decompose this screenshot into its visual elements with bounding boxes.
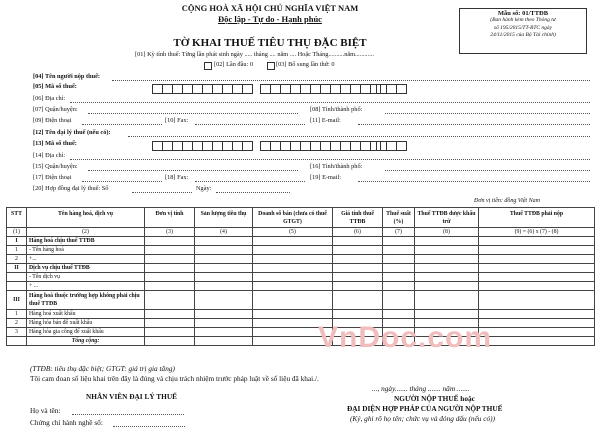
col-header: Thuế TTĐB phải nộp <box>479 208 595 228</box>
form-code-box <box>459 8 587 54</box>
agent-address-label: [14] Địa chỉ: <box>33 152 66 159</box>
row-value-cell[interactable] <box>145 246 195 255</box>
taxpayer-address-field[interactable] <box>70 102 590 103</box>
total-row <box>7 337 595 346</box>
table-body <box>7 237 595 337</box>
taxpayer-fax-field[interactable] <box>195 124 305 125</box>
agent-province-label: [16] Tỉnh/thành phố: <box>310 163 363 170</box>
row-value-cell[interactable] <box>479 264 595 273</box>
row-value-cell[interactable] <box>383 282 415 291</box>
agent-staff-title: NHÂN VIÊN ĐẠI LÝ THUẾ <box>86 392 177 401</box>
taxpayer-sign-title: NGƯỜI NỘP THUẾ hoặc <box>394 394 475 403</box>
table-row <box>7 237 595 246</box>
taxpayer-name-field[interactable] <box>112 80 590 81</box>
col-number: (1) <box>7 228 27 237</box>
abbrev-note: (TTĐB: tiêu thụ đặc biệt; GTGT: giá trị gia tăng) <box>30 364 175 373</box>
table-row <box>7 273 595 282</box>
row-value-cell[interactable] <box>253 237 333 246</box>
row-stt: 3 <box>7 328 27 337</box>
row-value-cell[interactable] <box>195 255 253 264</box>
row-value-cell[interactable] <box>253 273 333 282</box>
row-name: Hàng hoá chịu thuế TTĐB <box>27 237 145 246</box>
row-value-cell[interactable] <box>333 237 383 246</box>
agent-name-label: [12] Tên đại lý thuế (nếu có): <box>33 129 111 136</box>
row-value-cell[interactable] <box>479 319 595 328</box>
row-value-cell[interactable] <box>253 310 333 319</box>
table-row <box>7 310 595 319</box>
watermark: VnDoc.com <box>318 321 493 354</box>
row-value-cell[interactable] <box>195 291 253 310</box>
row-value-cell[interactable] <box>195 310 253 319</box>
agent-district-field[interactable] <box>88 170 298 171</box>
row-value-cell[interactable] <box>145 282 195 291</box>
row-value-cell[interactable] <box>383 237 415 246</box>
row-value-cell[interactable] <box>195 264 253 273</box>
row-stt: 2 <box>7 255 27 264</box>
row-value-cell[interactable] <box>195 273 253 282</box>
row-value-cell[interactable] <box>253 255 333 264</box>
taxpayer-name-label: [04] Tên người nộp thuế: <box>33 73 100 80</box>
taxpayer-tax-code-boxes[interactable] <box>260 84 380 94</box>
taxpayer-district-label: [07] Quận/huyện: <box>33 106 78 113</box>
row-value-cell[interactable] <box>333 282 383 291</box>
taxpayer-province-label: [08] Tỉnh/thành phố: <box>310 106 363 113</box>
agent-email-label: [19] E-mail: <box>310 174 341 181</box>
col-number: (2) <box>27 228 145 237</box>
total-label: Tổng cộng: <box>27 337 145 346</box>
row-stt: I <box>7 237 27 246</box>
row-name: Hàng hoá xuất khẩu <box>27 310 145 319</box>
agent-branch-code-boxes[interactable] <box>376 141 406 151</box>
agent-contract-number-field[interactable] <box>132 192 192 193</box>
row-value-cell[interactable] <box>145 291 195 310</box>
row-value-cell[interactable] <box>253 246 333 255</box>
taxpayer-email-field[interactable] <box>358 124 590 125</box>
agent-name-field[interactable] <box>128 136 590 137</box>
row-value-cell[interactable] <box>383 255 415 264</box>
agent-tax-code-boxes[interactable] <box>260 141 380 151</box>
row-value-cell[interactable] <box>195 282 253 291</box>
row-stt: II <box>7 264 27 273</box>
motto: Độc lập - Tự do - Hạnh phúc <box>218 14 322 24</box>
col-header: Sản lượng tiêu thụ <box>195 208 253 228</box>
col-header: Đơn vị tính <box>145 208 195 228</box>
row-value-cell[interactable] <box>479 328 595 337</box>
declaration-text: Tôi cam đoan số liệu khai trên đây là đúng và chịu trách nhiệm trước pháp luật về số liệu đã khai./. <box>30 374 319 383</box>
taxpayer-phone-label: [09] Điện thoại <box>33 117 72 124</box>
col-header: Thuế suất (%) <box>383 208 415 228</box>
row-value-cell[interactable] <box>479 246 595 255</box>
row-value-cell[interactable] <box>253 282 333 291</box>
form-code: Mẫu số: 01/TTĐB <box>497 10 549 17</box>
col-header: STT <box>7 208 27 228</box>
national-title: CỘNG HOÀ XÃ HỘI CHỦ NGHĨA VIỆT NAM <box>181 3 359 13</box>
full-name-field[interactable] <box>72 414 184 415</box>
table-row <box>7 246 595 255</box>
table-row <box>7 264 595 273</box>
row-stt: 2 <box>7 319 27 328</box>
agent-fax-label: [18] Fax: <box>165 174 189 181</box>
agent-contract-label: [20] Hợp đồng đại lý thuế: Số <box>33 185 109 192</box>
supplement-checkbox[interactable] <box>267 62 275 70</box>
row-value-cell[interactable] <box>145 255 195 264</box>
taxpayer-branch-code-boxes[interactable] <box>376 84 406 94</box>
agent-address-field[interactable] <box>70 159 590 160</box>
first-time-checkbox[interactable] <box>204 62 212 70</box>
col-number: (6) <box>333 228 383 237</box>
row-stt: 1 <box>7 246 27 255</box>
form-note-line: 24/11/2015 của Bộ Tài chính) <box>490 32 556 39</box>
row-stt <box>7 273 27 282</box>
row-value-cell[interactable] <box>383 273 415 282</box>
taxpayer-address-label: [06] Địa chỉ: <box>33 95 66 102</box>
row-value-cell[interactable] <box>383 291 415 310</box>
row-value-cell[interactable] <box>145 273 195 282</box>
row-value-cell[interactable] <box>415 291 479 310</box>
col-number: (8) <box>415 228 479 237</box>
form-note-line: (Ban hành kèm theo Thông tư <box>490 17 556 24</box>
row-value-cell[interactable] <box>479 273 595 282</box>
row-value-cell[interactable] <box>479 237 595 246</box>
agent-email-field[interactable] <box>358 181 590 182</box>
currency-note: Đơn vị tiền: đồng Việt Nam <box>474 198 540 204</box>
row-value-cell[interactable] <box>145 310 195 319</box>
row-value-cell[interactable] <box>415 264 479 273</box>
agent-province-field[interactable] <box>385 170 590 171</box>
row-value-cell[interactable] <box>333 291 383 310</box>
col-number: (3) <box>145 228 195 237</box>
taxpayer-tax-code-label: [05] Mã số thuế: <box>33 83 77 90</box>
row-value-cell[interactable] <box>145 319 195 328</box>
row-value-cell[interactable] <box>333 246 383 255</box>
row-value-cell[interactable] <box>195 237 253 246</box>
col-header: Thuế TTĐB được khấu trừ <box>415 208 479 228</box>
table-row <box>7 291 595 310</box>
row-value-cell[interactable] <box>253 291 333 310</box>
full-name-label: Họ và tên: <box>30 406 61 415</box>
taxpayer-tax-code-boxes[interactable] <box>152 84 252 94</box>
row-name: Hàng hóa gia công để xuất khẩu <box>27 328 145 337</box>
agent-tax-code-label: [13] Mã số thuế: <box>33 140 77 147</box>
agent-district-label: [15] Quận/huyện: <box>33 163 78 170</box>
row-name: - Tên dịch vụ <box>27 273 145 282</box>
tax-table <box>6 207 595 346</box>
table-row <box>7 255 595 264</box>
table-row <box>7 282 595 291</box>
table-row <box>7 319 595 328</box>
row-name: + ... <box>27 282 145 291</box>
agent-phone-field[interactable] <box>82 181 162 182</box>
row-value-cell[interactable] <box>333 255 383 264</box>
row-name: Hàng hoá thuộc trường hợp không phải chịu thuế TTĐB <box>27 291 145 310</box>
representative-title: ĐẠI DIỆN HỢP PHÁP CỦA NGƯỜI NỘP THUẾ <box>347 404 503 413</box>
col-number: (4) <box>195 228 253 237</box>
row-value-cell[interactable] <box>195 246 253 255</box>
row-value-cell[interactable] <box>415 273 479 282</box>
col-number: (5) <box>253 228 333 237</box>
row-value-cell[interactable] <box>253 264 333 273</box>
first-time-label: [02] Lần đầu: 0 <box>214 61 253 68</box>
row-value-cell[interactable] <box>145 328 195 337</box>
row-value-cell[interactable] <box>415 310 479 319</box>
row-value-cell[interactable] <box>333 310 383 319</box>
row-value-cell[interactable] <box>383 310 415 319</box>
row-value-cell[interactable] <box>415 282 479 291</box>
form-title: TỜ KHAI THUẾ TIÊU THỤ ĐẶC BIỆT <box>173 37 367 49</box>
row-stt <box>7 282 27 291</box>
period-line: [01] Kỳ tính thuế: Từng lần phát sinh ngày ..... tháng .... năm .... Hoặc Tháng..........năm............ <box>135 51 374 58</box>
agent-phone-label: [17] Điện thoại <box>33 174 72 181</box>
row-value-cell[interactable] <box>145 237 195 246</box>
row-value-cell[interactable] <box>333 264 383 273</box>
col-header: Tên hàng hoá, dịch vụ <box>27 208 145 228</box>
sign-date-line: ..., ngày....... tháng ....... năm ....... <box>372 384 470 393</box>
row-value-cell[interactable] <box>415 246 479 255</box>
taxpayer-email-label: [11] E-mail: <box>310 117 341 124</box>
agent-contract-date-label: Ngày: <box>196 185 212 192</box>
row-value-cell[interactable] <box>195 319 253 328</box>
row-value-cell[interactable] <box>383 264 415 273</box>
row-name: - Tên hàng hoá <box>27 246 145 255</box>
table-header-row <box>7 208 595 228</box>
row-name: Dịch vụ chịu thuế TTĐB <box>27 264 145 273</box>
row-value-cell[interactable] <box>383 246 415 255</box>
form-note-line: số 195/2015/TT-BTC ngày <box>493 24 553 31</box>
col-number: (7) <box>383 228 415 237</box>
col-header: Doanh số bán (chưa có thuế GTGT) <box>253 208 333 228</box>
row-value-cell[interactable] <box>479 291 595 310</box>
col-header: Giá tính thuế TTĐB <box>333 208 383 228</box>
row-value-cell[interactable] <box>479 255 595 264</box>
agent-fax-field[interactable] <box>195 181 305 182</box>
row-value-cell[interactable] <box>415 237 479 246</box>
table-row <box>7 328 595 337</box>
row-value-cell[interactable] <box>195 328 253 337</box>
column-number-row <box>7 228 595 237</box>
row-value-cell[interactable] <box>479 282 595 291</box>
row-value-cell[interactable] <box>333 273 383 282</box>
taxpayer-fax-label: [10] Fax: <box>165 117 189 124</box>
cert-label: Chứng chỉ hành nghề số: <box>30 418 103 427</box>
row-value-cell[interactable] <box>145 264 195 273</box>
taxpayer-province-field[interactable] <box>385 113 590 114</box>
row-value-cell[interactable] <box>479 310 595 319</box>
row-stt: 1 <box>7 310 27 319</box>
cert-field[interactable] <box>113 426 185 427</box>
row-stt: III <box>7 291 27 310</box>
supplement-label: [03] Bổ sung lần thứ: 0 <box>276 61 335 68</box>
taxpayer-district-field[interactable] <box>88 113 298 114</box>
row-value-cell[interactable] <box>415 255 479 264</box>
sign-note: (Ký, ghi rõ họ tên; chức vụ và đóng dấu (nếu có)) <box>350 414 496 423</box>
row-name: Hàng hóa bán để xuất khẩu <box>27 319 145 328</box>
agent-tax-code-boxes[interactable] <box>152 141 252 151</box>
agent-contract-date-field[interactable] <box>216 192 290 193</box>
row-name: +... <box>27 255 145 264</box>
taxpayer-phone-field[interactable] <box>82 124 162 125</box>
col-number: (9) = (6) x (7) - (8) <box>479 228 595 237</box>
